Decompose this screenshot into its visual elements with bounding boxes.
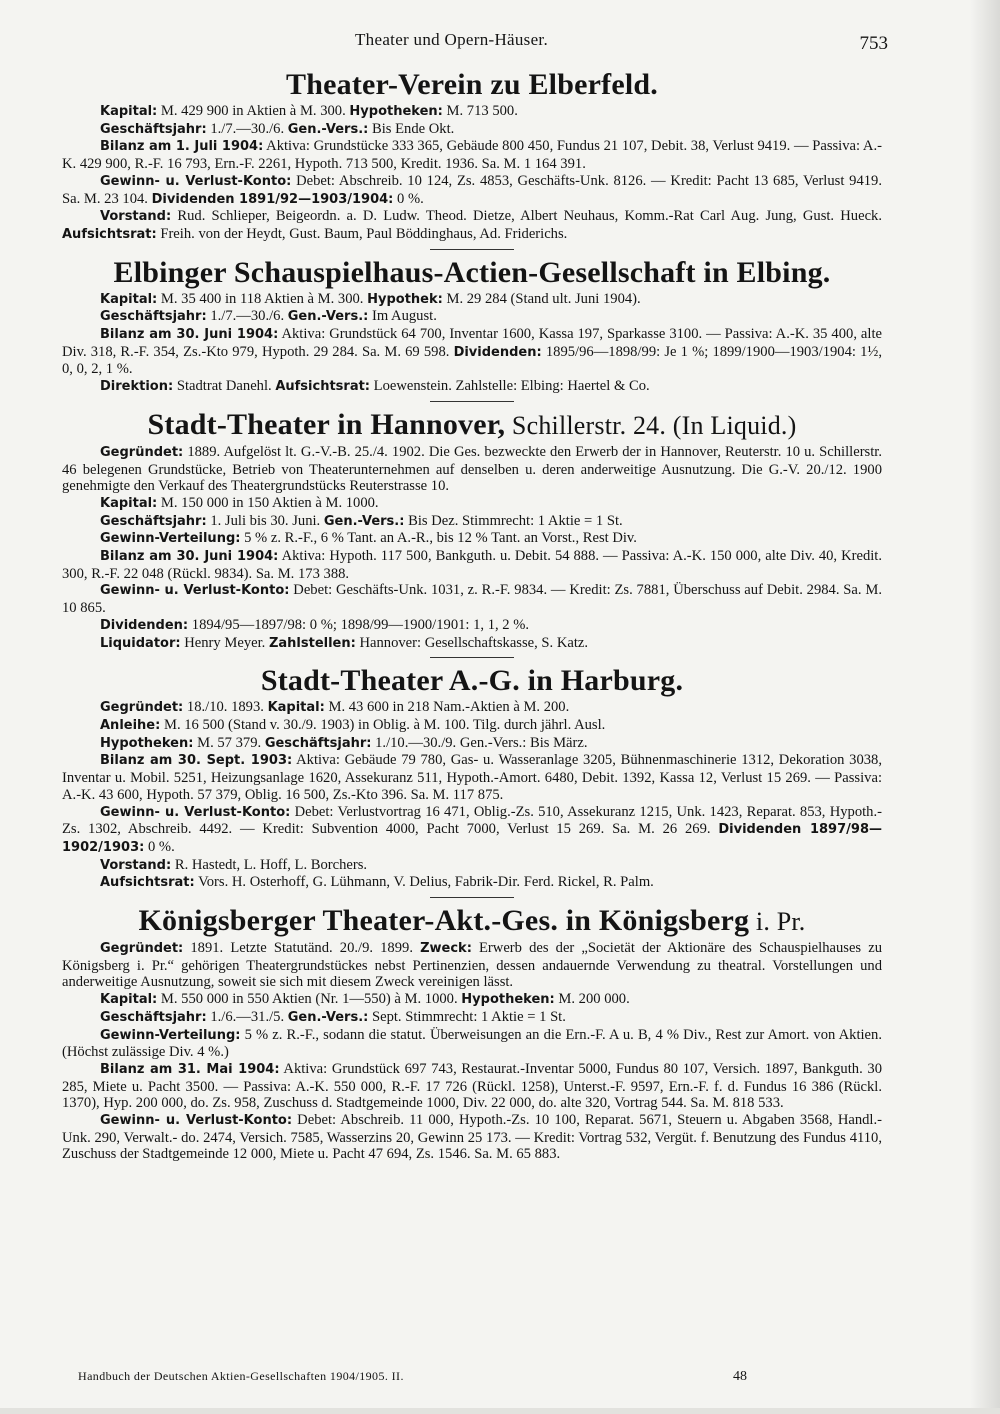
entry-text: M. 150 000 in 150 Aktien à M. 1000. — [157, 494, 379, 511]
entry-label: Gegründet: — [100, 700, 184, 716]
entry-text: Henry Meyer. — [180, 634, 269, 651]
entry-label: Kapital: — [100, 104, 158, 119]
entry-text: Debet: Geschäfts-Unk. 1031, z. R.-F. 9834. — Kredit: Zs. 7881, Überschuss auf Debit. 2984. Sa. M. 10 865. — [62, 582, 882, 617]
entry-text-secondary: 0 %. — [393, 190, 424, 207]
entry-label-secondary: Aufsichtsrat: — [62, 226, 157, 242]
entry-paragraph — [62, 530, 882, 548]
company-section — [62, 408, 882, 658]
company-heading-main: Elbinger Schauspielhaus-Actien-Gesellschaft in Elbing. — [113, 255, 831, 289]
page-edge-shadow — [970, 0, 1000, 1414]
entry-text-secondary: M. 29 284 (Stand ult. Juni 1904). — [442, 290, 641, 307]
section-divider — [430, 657, 514, 658]
entry-paragraph — [62, 857, 882, 875]
entry-label: Geschäftsjahr: — [100, 1009, 207, 1025]
entry-label: Gewinn- u. Verlust-Konto: — [100, 173, 292, 189]
entry-label-secondary: Dividenden 1897/98—1902/1903: — [62, 822, 882, 855]
company-heading — [62, 904, 882, 939]
entry-text: Debet: Abschreib. 10 124, Zs. 4853, Geschäfts-Unk. 8126. — Kredit: Pacht 13 685, Verlust 9419. Sa. M. 23 104. — [62, 172, 882, 207]
entry-text: 1. Juli bis 30. Juni. — [206, 512, 324, 529]
entry-paragraph — [62, 308, 882, 326]
entry-label: Direktion: — [100, 379, 174, 395]
entry-paragraph — [62, 173, 882, 208]
company-section — [62, 256, 882, 402]
entry-label-secondary: Gen.-Vers.: — [287, 121, 369, 137]
entry-paragraph — [62, 326, 882, 378]
entry-label-secondary: Zahlstellen: — [268, 635, 356, 651]
company-heading — [62, 664, 882, 698]
entry-label-secondary: Kapital: — [267, 700, 325, 716]
entry-text-secondary: 1./10.—30./9. Gen.-Vers.: Bis März. — [371, 734, 588, 751]
section-divider — [430, 401, 514, 402]
entry-text: 1./7.—30./6. — [206, 120, 288, 137]
entry-label: Gewinn-Verteilung: — [100, 1027, 241, 1043]
company-heading-main: Königsberger Theater-Akt.-Ges. in Königsberg — [138, 904, 750, 938]
company-section — [62, 904, 882, 1163]
entry-text-secondary: Bis Ende Okt. — [368, 120, 455, 137]
company-heading-sub: i. Pr. — [749, 907, 806, 937]
footer-book-title: Handbuch der Deutschen Aktien-Gesellschaften 1904/1905. II. — [78, 1369, 404, 1383]
entry-paragraph — [62, 138, 882, 172]
entry-label-secondary: Hypothek: — [367, 291, 443, 307]
entry-paragraph — [62, 991, 882, 1009]
section-divider — [430, 897, 514, 898]
entry-text: 5 % z. R.-F., 6 % Tant. an A.-R., bis 12 % Tant. an Vorst., Rest Div. — [240, 530, 637, 547]
entry-text-secondary: Erwerb des der „Societät der Aktionäre des Schauspielhauses zu Königsberg i. Pr.“ gehörigen Theatergrundstückes nebst Pertinenzien, dessen andauernde Verwendung zu theatral. Vorstellungen und anderweitige Ausnutzung, soweit sie sich mit diesem Zweck vereinigen lässt. — [62, 940, 882, 991]
company-heading-main: Stadt-Theater in Hannover, — [147, 407, 506, 441]
entry-label-secondary: Gen.-Vers.: — [287, 309, 369, 325]
entry-label-secondary: Gen.-Vers.: — [287, 1009, 369, 1025]
entry-label: Bilanz am 30. Juni 1904: — [100, 549, 279, 565]
entry-text: Aktiva: Grundstück 64 700, Inventar 1600, Kassa 197, Sparkasse 3100. — Passiva: A.-K. 35 400, alte Div. 318, R.-F. 354, Zs.-Kto 979, Hypoth. 29 284. Sa. M. 69 598. — [62, 326, 882, 360]
entry-text: M. 550 000 in 550 Aktien (Nr. 1—550) à M. 1000. — [157, 991, 462, 1008]
entry-paragraph — [62, 513, 882, 531]
entry-paragraph — [62, 582, 882, 616]
entry-text-secondary: Hannover: Gesellschaftskasse, S. Katz. — [355, 634, 589, 651]
page-footer — [78, 1369, 838, 1389]
entry-label: Gegründet: — [100, 941, 184, 957]
entry-text-secondary: Bis Dez. Stimmrecht: 1 Aktie = 1 St. — [404, 512, 623, 529]
running-head-title: Theater und Opern-Häuser. — [355, 30, 549, 49]
entry-label-secondary: Hypotheken: — [349, 104, 443, 119]
entry-label-secondary: Zweck: — [420, 941, 472, 957]
entry-text: Stadtrat Danehl. — [173, 378, 276, 395]
entry-text: M. 35 400 in 118 Aktien à M. 300. — [157, 290, 368, 307]
entry-text: 1./6.—31./5. — [206, 1008, 288, 1025]
page-bottom-edge — [0, 1408, 1000, 1414]
company-heading-main: Theater-Verein zu Elberfeld. — [286, 68, 658, 101]
entry-paragraph — [62, 103, 882, 121]
entry-paragraph — [62, 617, 882, 635]
entry-paragraph — [62, 208, 882, 243]
entry-paragraph — [62, 495, 882, 513]
entry-label: Bilanz am 30. Sept. 1903: — [100, 753, 293, 769]
entry-paragraph — [62, 735, 882, 753]
entry-label: Hypotheken: — [100, 735, 194, 751]
company-section — [62, 68, 882, 250]
entry-text: M. 16 500 (Stand v. 30./9. 1903) in Oblig. à M. 100. Tilg. durch jährl. Ausl. — [160, 716, 606, 733]
entry-text-secondary: Sept. Stimmrecht: 1 Aktie = 1 St. — [368, 1008, 566, 1025]
entry-label-secondary: Aufsichtsrat: — [275, 379, 371, 395]
entry-paragraph — [62, 1027, 882, 1061]
entry-paragraph — [62, 291, 882, 309]
entry-text: Aktiva: Grundstücke 333 365, Gebäude 800 450, Fundus 21 107, Debit. 38, Verlust 9419. — Passiva: A.-K. 429 900, R.-F. 16 793, Ern.-F. 2261, Hypoth. 713 500, Kredit. 1936. Sa. M. 1 164 391. — [62, 138, 882, 173]
entry-label: Bilanz am 1. Juli 1904: — [100, 139, 264, 155]
page-number: 753 — [859, 33, 888, 54]
entry-paragraph — [62, 1009, 882, 1027]
entry-label-secondary: Dividenden: — [453, 344, 542, 360]
entry-label: Gewinn- u. Verlust-Konto: — [100, 583, 290, 599]
entry-paragraph — [62, 1061, 882, 1112]
entry-text: R. Hastedt, L. Hoff, L. Borchers. — [171, 856, 368, 873]
entry-label: Gewinn-Verteilung: — [100, 531, 241, 547]
entry-text-secondary: Im August. — [368, 308, 437, 325]
entry-label: Vorstand: — [100, 857, 172, 873]
entry-text: Debet: Abschreib. 11 000, Hypoth.-Zs. 10 100, Reparat. 5671, Steuern u. Abgaben 3568, Handl.-Unk. 290, Verwalt.- do. 2474, Versich. 7585, Wasserzins 20, Gewinn 25 173. — Kredit: Vortrag 532, Vergüt. f. Benutzung des Fundus 4110, Zuschuss der Stadtgemeinde 12 000, Miete u. Pacht 47 694, Zs. 1546. Sa. M. 65 883. — [62, 1112, 882, 1163]
entry-paragraph — [62, 1112, 882, 1163]
entry-label: Vorstand: — [100, 209, 172, 225]
company-heading — [62, 68, 882, 102]
entry-label: Geschäftsjahr: — [100, 309, 207, 325]
entry-label: Dividenden: — [100, 617, 189, 633]
running-head — [0, 30, 1000, 54]
entry-label: Kapital: — [100, 992, 158, 1008]
footer-signature: 48 — [733, 1369, 747, 1384]
company-section — [62, 664, 882, 898]
entry-text: 1889. Aufgelöst lt. G.-V.-B. 25./4. 1902. Die Ges. bezweckte den Erwerb der in Hannover, Reuterstr. 10 u. Schillerstr. 46 belegenen Grundstücke, Betrieb von Theaterunternehmen auf denselben u. deren anderweitige Ausnutzung. Die G.-V. 20./12. 1900 genehmigte den Verkauf des Theatergrundstücks Reuterstrasse 10. — [62, 443, 882, 495]
company-heading-sub: Schillerstr. 24. (In Liquid.) — [505, 410, 797, 440]
entry-label: Geschäftsjahr: — [100, 513, 207, 529]
entry-text-secondary: Loewenstein. Zahlstelle: Elbing: Haertel & Co. — [370, 378, 650, 395]
entry-text-secondary: M. 200 000. — [554, 991, 630, 1008]
entry-text: Debet: Verlustvortrag 16 471, Oblig.-Zs. 510, Assekuranz 1215, Unk. 1423, Reparat. 853, Hypoth.-Zs. 1302, Abschreib. 4492. — Kredit: Subvention 4000, Pacht 7000, Verlust 15 269. Sa. M. 26 269. — [62, 803, 882, 838]
entry-paragraph — [62, 699, 882, 717]
entry-label: Gegründet: — [100, 444, 184, 460]
entry-label: Kapital: — [100, 495, 158, 511]
entry-paragraph — [62, 548, 882, 582]
entry-text: 1894/95—1897/98: 0 %; 1898/99—1900/1901: 1, 1, 2 %. — [188, 616, 530, 633]
entry-label: Anleihe: — [100, 717, 161, 733]
entry-label-secondary: Geschäftsjahr: — [264, 735, 372, 751]
entry-text: 5 % z. R.-F., sodann die statut. Überweisungen an die Ern.-F. A u. B, 4 % Div., Rest zur Amort. von Aktien. (Höchst zulässige Div. 4 %.) — [62, 1026, 882, 1061]
entry-text-secondary: 0 %. — [144, 838, 175, 855]
entry-paragraph — [62, 752, 882, 803]
page-content — [62, 62, 882, 1163]
entry-label: Aufsichtsrat: — [100, 875, 195, 891]
company-heading — [62, 408, 882, 443]
entry-text: Aktiva: Hypoth. 117 500, Bankguth. u. Debit. 54 888. — Passiva: A.-K. 150 000, alte Div. 40, Kredit. 300, R.-F. 22 048 (Rückl. 9834). Sa. M. 173 388. — [62, 548, 882, 582]
entry-paragraph — [62, 444, 882, 495]
entry-text: Aktiva: Gebäude 79 780, Gas- u. Wasseranlage 3205, Bühnenmaschinerie 1312, Dekoration 3038, Inventar u. Mobil. 5251, Heizungsanlage 1620, Assekuranz 511, Hypoth.-Amort. 6480, Debit. 1392, Kassa 12, Verlust 15 269. — Passiva: A.-K. 43 600, Hypoth. 57 379, Oblig. 16 500, Zs.-Kto 396. Sa. M. 117 875. — [62, 752, 882, 803]
entry-text-secondary: 1895/96—1898/99: Je 1 %; 1899/1900—1903/1904: 1½, 0, 0, 2, 1 %. — [62, 343, 882, 378]
entry-text: 1891. Letzte Statutänd. 20./9. 1899. — [183, 940, 421, 957]
section-divider — [430, 249, 514, 250]
entry-label: Bilanz am 30. Juni 1904: — [100, 327, 279, 343]
entry-label-secondary: Hypotheken: — [461, 992, 555, 1008]
entry-text: 18./10. 1893. — [183, 699, 268, 716]
entry-text-secondary: M. 713 500. — [442, 103, 518, 119]
entry-text: Aktiva: Grundstück 697 743, Restaurat.-Inventar 5000, Fundus 80 107, Versich. 1897, Bankguth. 30 285, Miete u. Pacht 3500. — Passiva: A.-K. 550 000, R.-F. 17 726 (Rückl. 1258), Unterst.-F. 9597, Ern.-F. f. d. Fundus 16 386 (Rückl. 1370), Hyp. 200 000, do. Zs. 958, Zuschuss d. Stadtgemeinde 1000, Div. 22 000, do. alte 320, Vortrag 544. Sa. M. 818 533. — [62, 1060, 882, 1112]
entry-label: Geschäftsjahr: — [100, 121, 207, 137]
company-heading — [62, 256, 882, 290]
entry-label: Liquidator: — [100, 635, 181, 651]
entry-paragraph — [62, 717, 882, 735]
entry-text: M. 429 900 in Aktien à M. 300. — [157, 103, 350, 119]
company-heading-main: Stadt-Theater A.-G. in Harburg. — [260, 664, 684, 698]
entry-text: Rud. Schlieper, Beigeordn. a. D. Ludw. Theod. Dietze, Albert Neuhaus, Komm.-Rat Carl Aug. Jung, Gust. Hueck. — [171, 208, 882, 225]
entry-paragraph — [62, 804, 882, 857]
entry-label: Bilanz am 31. Mai 1904: — [100, 1061, 280, 1077]
entry-paragraph — [62, 378, 882, 396]
entry-paragraph — [62, 121, 882, 139]
entry-label: Gewinn- u. Verlust-Konto: — [100, 1113, 293, 1129]
entry-paragraph — [62, 874, 882, 892]
entry-text: 1./7.—30./6. — [206, 308, 288, 325]
entry-label: Kapital: — [100, 291, 158, 307]
entry-text: Vors. H. Osterhoff, G. Lühmann, V. Delius, Fabrik-Dir. Ferd. Rickel, R. Palm. — [194, 874, 654, 891]
entry-paragraph — [62, 635, 882, 653]
entry-paragraph — [62, 940, 882, 991]
entry-text: M. 57 379. — [193, 734, 265, 751]
entry-text-secondary: Freih. von der Heydt, Gust. Baum, Paul Böddinghaus, Ad. Friderichs. — [156, 225, 568, 242]
entry-text-secondary: M. 43 600 in 218 Nam.-Aktien à M. 200. — [324, 699, 570, 716]
entry-label: Gewinn- u. Verlust-Konto: — [100, 804, 291, 820]
entry-label-secondary: Dividenden 1891/92—1903/1904: — [151, 191, 394, 207]
entry-label-secondary: Gen.-Vers.: — [323, 513, 405, 529]
